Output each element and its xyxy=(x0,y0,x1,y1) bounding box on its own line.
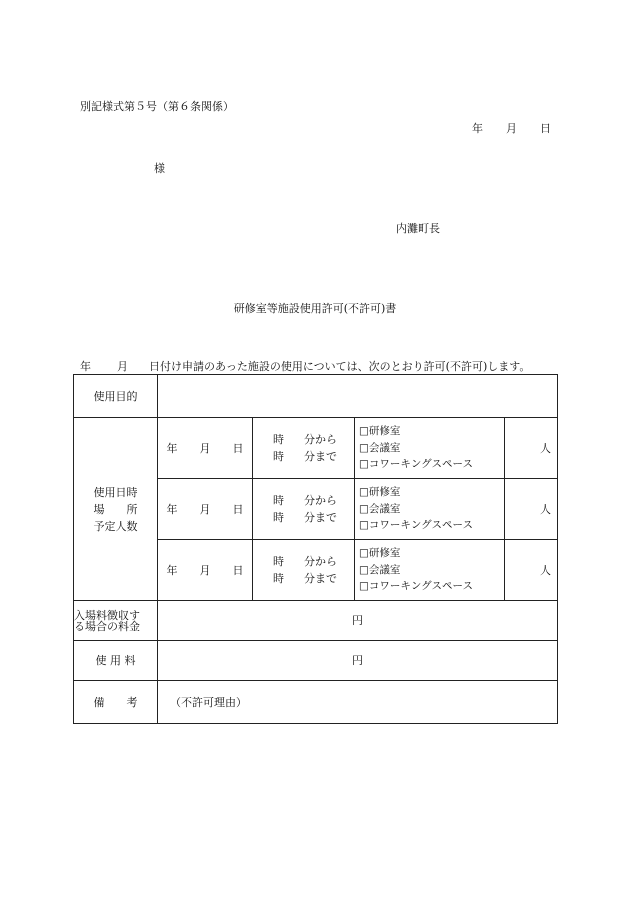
room-option-kenshu: □研修室 xyxy=(359,425,401,438)
schedule-label xyxy=(74,418,158,601)
room-cell xyxy=(355,540,505,601)
date-year: 年 xyxy=(166,441,178,455)
person-count-cell: 人 xyxy=(505,418,558,479)
schedule-label-line: 予定人数 xyxy=(93,519,138,533)
time-hour: 時 xyxy=(273,511,284,524)
remarks-value: （不許可理由） xyxy=(158,681,558,724)
room-option-kaigi: □会議室 xyxy=(359,441,401,454)
room-option-coworking: □コワーキングスペース xyxy=(359,519,473,532)
time-hour: 時 xyxy=(273,494,284,507)
date-cell xyxy=(158,479,253,540)
date-cell xyxy=(158,418,253,479)
room-cell xyxy=(355,479,505,540)
schedule-label-line: 場 所 xyxy=(93,502,138,516)
date-year: 年 xyxy=(166,502,178,516)
admission-fee-label: 入場料徴収す る場合の料金 xyxy=(74,601,158,641)
usage-fee-label: 使 用 料 xyxy=(74,641,158,681)
room-option-kenshu: □研修室 xyxy=(359,547,401,560)
schedule-label-line: 使用日時 xyxy=(93,485,138,499)
document-title: 研修室等施設使用許可(不許可)書 xyxy=(233,302,397,315)
room-option-kaigi: □会議室 xyxy=(359,502,401,515)
date-cell xyxy=(158,540,253,601)
room-option-coworking: □コワーキングスペース xyxy=(359,458,473,471)
time-hour: 時 xyxy=(273,572,284,585)
date-day-label: 日 xyxy=(540,122,551,135)
date-year-label: 年 xyxy=(472,122,483,135)
addressee-suffix: 様 xyxy=(154,162,165,175)
intro-year: 年 xyxy=(80,360,91,373)
purpose-value xyxy=(158,375,558,418)
room-cell xyxy=(355,418,505,479)
admission-fee-value: 円 xyxy=(158,601,558,641)
form-number: 別記様式第５号（第６条関係） xyxy=(80,100,234,113)
purpose-label: 使用目的 xyxy=(74,375,158,418)
date-day: 日 xyxy=(232,563,244,577)
time-from: 分から xyxy=(304,555,337,568)
time-cell xyxy=(253,540,355,601)
room-option-coworking: □コワーキングスペース xyxy=(359,580,473,593)
time-until: 分まで xyxy=(304,511,337,524)
issuer-name: 内灘町長 xyxy=(396,222,440,235)
time-hour: 時 xyxy=(273,450,284,463)
time-from: 分から xyxy=(304,433,337,446)
time-cell xyxy=(253,479,355,540)
person-count-cell: 人 xyxy=(505,479,558,540)
person-count-cell: 人 xyxy=(505,540,558,601)
date-month: 月 xyxy=(199,441,211,455)
time-hour: 時 xyxy=(273,555,284,568)
room-option-kenshu: □研修室 xyxy=(359,486,401,499)
intro-month: 月 xyxy=(117,360,128,373)
time-from: 分から xyxy=(304,494,337,507)
date-month: 月 xyxy=(199,563,211,577)
intro-text: 日付け申請のあった施設の使用については、次のとおり許可(不許可)します。 xyxy=(149,360,531,373)
usage-fee-value: 円 xyxy=(158,641,558,681)
time-until: 分まで xyxy=(304,572,337,585)
time-hour: 時 xyxy=(273,433,284,446)
date-month-label: 月 xyxy=(506,122,517,135)
date-day: 日 xyxy=(232,441,244,455)
date-year: 年 xyxy=(166,563,178,577)
date-day: 日 xyxy=(232,502,244,516)
remarks-label: 備 考 xyxy=(74,681,158,724)
room-option-kaigi: □会議室 xyxy=(359,563,401,576)
date-month: 月 xyxy=(199,502,211,516)
permit-table xyxy=(73,374,558,724)
time-cell xyxy=(253,418,355,479)
time-until: 分まで xyxy=(304,450,337,463)
